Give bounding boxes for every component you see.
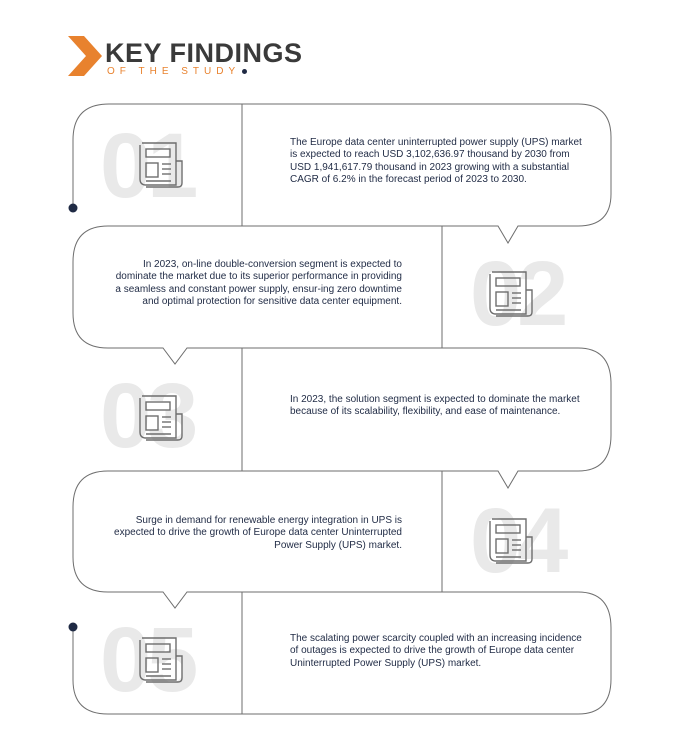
flow-start-dot [69, 204, 78, 213]
finding-4-number: 04 [470, 490, 565, 592]
finding-3-number: 03 [100, 365, 195, 467]
finding-3-text: In 2023, the solution segment is expected to dominate the market because of its scalability, flexibility, and ease of maintenance. [290, 394, 580, 418]
finding-2-number: 02 [470, 243, 565, 345]
finding-1-text: The Europe data center uninterrupted power supply (UPS) market is expected to reach USD 3,102,636.97 thousand by 2030 from USD 1,941,617.79 thousand in 2023 growing with a substantial CAGR of 6.2% in the forecast period of 2023 to 2030. [290, 137, 582, 186]
finding-2-text: In 2023, on-line double-conversion segment is expected to dominate the market due to its superior performance in providing a seamless and constant power supply, ensur-ing zero downtime and optimal protection for sensitive data center equipment. [115, 259, 402, 308]
newspaper-icon [136, 392, 186, 444]
finding-4-text: Surge in demand for renewable energy integration in UPS is expected to drive the growth of Europe data center Uninterrupted Power Supply (UPS) market. [114, 515, 402, 551]
finding-5-text: The scalating power scarcity coupled with an increasing incidence of outages is expected to drive the growth of Europe data center Uninterrupted Power Supply (UPS) market. [290, 633, 582, 669]
newspaper-icon [486, 268, 536, 320]
finding-5-number: 05 [100, 609, 195, 711]
flow-end-dot [69, 623, 78, 632]
newspaper-icon [486, 515, 536, 567]
finding-1-number: 01 [100, 115, 195, 217]
page-title: KEY FINDINGS [105, 38, 303, 68]
newspaper-icon [136, 634, 186, 686]
newspaper-icon [136, 139, 186, 191]
page-subtitle: OF THE STUDY [107, 66, 247, 77]
